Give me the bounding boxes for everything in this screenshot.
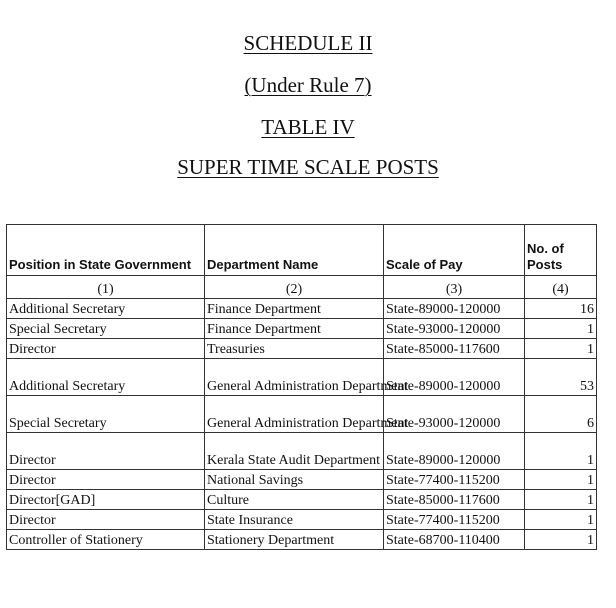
- column-number-row: [7, 276, 597, 299]
- column-number: (4): [525, 276, 597, 299]
- posts-column-header: No. of Posts: [525, 225, 597, 276]
- position-cell: Special Secretary: [7, 396, 205, 433]
- position-cell: Special Secretary: [7, 319, 205, 339]
- scale-cell: State-93000-120000: [384, 396, 525, 433]
- scale-cell: State-89000-120000: [384, 299, 525, 319]
- column-number: (1): [7, 276, 205, 299]
- scale-cell: State-77400-115200: [384, 470, 525, 490]
- posts-cell: 1: [525, 339, 597, 359]
- department-cell: State Insurance: [205, 510, 384, 530]
- posts-cell: 53: [525, 359, 597, 396]
- position-column-header: Position in State Government: [7, 225, 205, 276]
- header-row: [7, 225, 597, 276]
- department-cell: General Administration Department: [205, 396, 384, 433]
- department-column-header: Department Name: [205, 225, 384, 276]
- posts-cell: 1: [525, 319, 597, 339]
- position-cell: Director: [7, 339, 205, 359]
- scale-cell: State-68700-110400: [384, 530, 525, 550]
- department-cell: Treasuries: [205, 339, 384, 359]
- table-row: [7, 299, 597, 319]
- posts-cell: 1: [525, 470, 597, 490]
- table-row: [7, 490, 597, 510]
- posts-cell: 16: [525, 299, 597, 319]
- department-cell: Finance Department: [205, 319, 384, 339]
- super-time-scale-table: [6, 224, 597, 550]
- department-cell: General Administration Department: [205, 359, 384, 396]
- table-row: [7, 396, 597, 433]
- table-row: [7, 319, 597, 339]
- table-row: [7, 339, 597, 359]
- table-title: SUPER TIME SCALE POSTS: [177, 155, 439, 179]
- department-cell: Culture: [205, 490, 384, 510]
- schedule-heading: SCHEDULE II: [243, 31, 373, 55]
- posts-cell: 1: [525, 510, 597, 530]
- position-cell: Controller of Stationery: [7, 530, 205, 550]
- table-row: [7, 510, 597, 530]
- column-number: (3): [384, 276, 525, 299]
- scale-cell: State-89000-120000: [384, 433, 525, 470]
- table-row: [7, 433, 597, 470]
- table-row: [7, 359, 597, 396]
- position-cell: Director[GAD]: [7, 490, 205, 510]
- table-row: [7, 470, 597, 490]
- posts-cell: 1: [525, 433, 597, 470]
- posts-cell: 1: [525, 530, 597, 550]
- position-cell: Additional Secretary: [7, 359, 205, 396]
- position-cell: Additional Secretary: [7, 299, 205, 319]
- department-cell: National Savings: [205, 470, 384, 490]
- scale-cell: State-85000-117600: [384, 490, 525, 510]
- scale-cell: State-77400-115200: [384, 510, 525, 530]
- department-cell: Finance Department: [205, 299, 384, 319]
- scale-cell: State-85000-117600: [384, 339, 525, 359]
- scale-cell: State-89000-120000: [384, 359, 525, 396]
- position-cell: Director: [7, 510, 205, 530]
- scale-cell: State-93000-120000: [384, 319, 525, 339]
- posts-cell: 6: [525, 396, 597, 433]
- department-cell: Stationery Department: [205, 530, 384, 550]
- position-cell: Director: [7, 433, 205, 470]
- scale-column-header: Scale of Pay: [384, 225, 525, 276]
- posts-cell: 1: [525, 490, 597, 510]
- rule-reference: (Under Rule 7): [244, 73, 372, 97]
- position-cell: Director: [7, 470, 205, 490]
- department-cell: Kerala State Audit Department: [205, 433, 384, 470]
- column-number: (2): [205, 276, 384, 299]
- table-row: [7, 530, 597, 550]
- table-number: TABLE IV: [261, 115, 355, 139]
